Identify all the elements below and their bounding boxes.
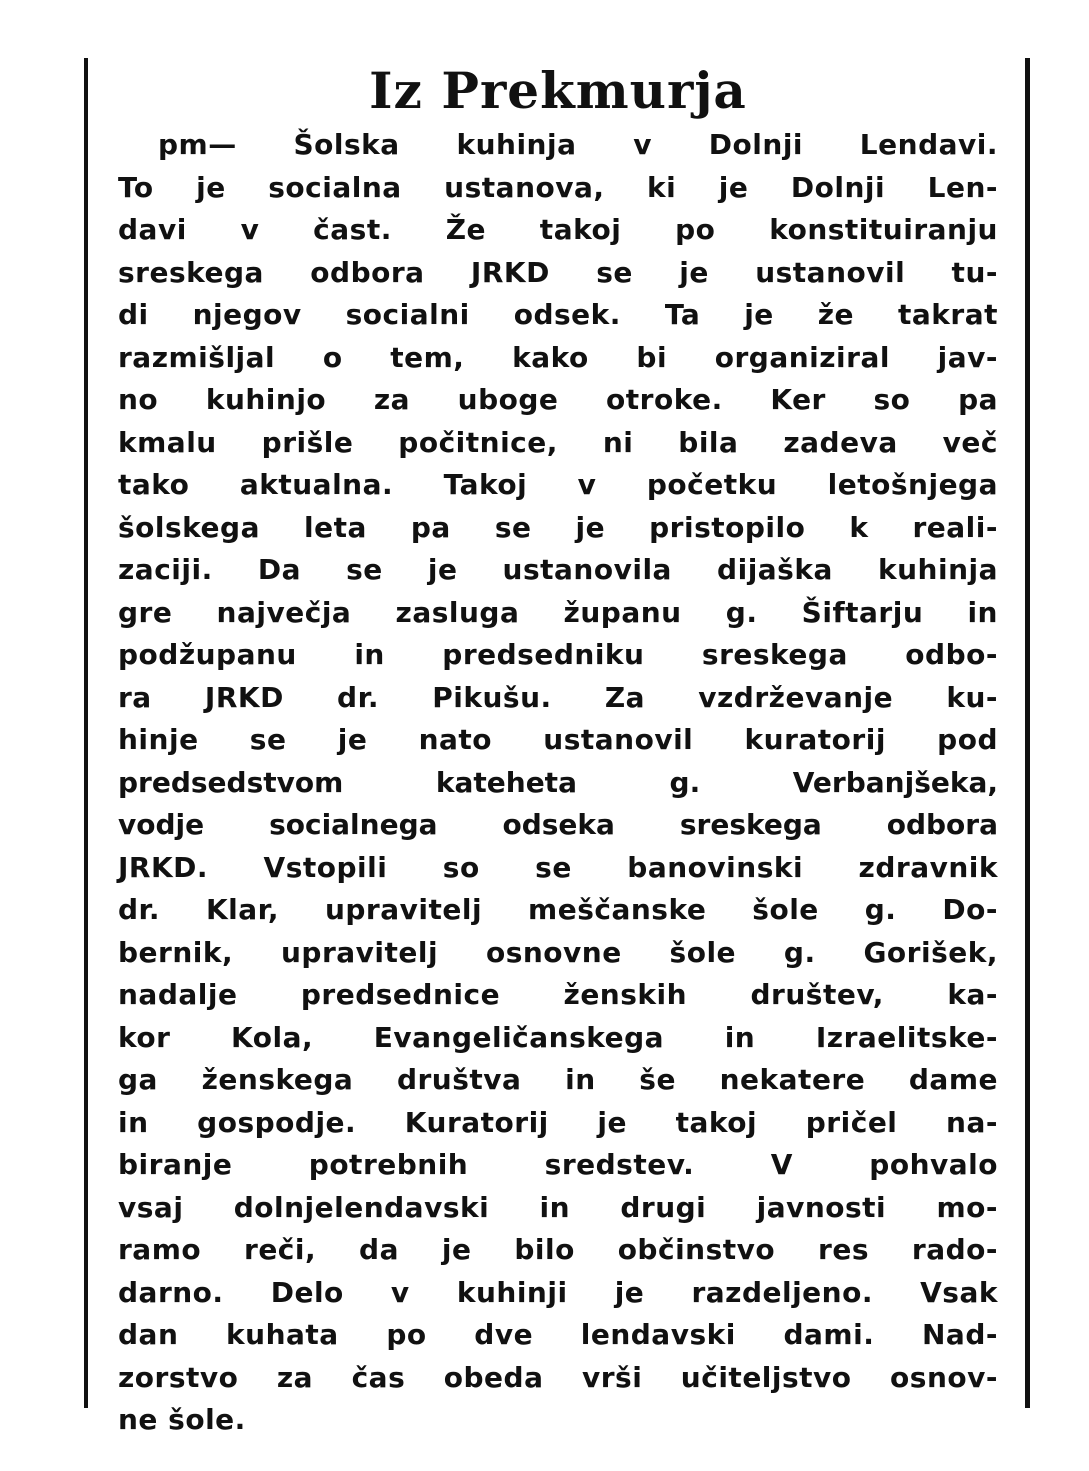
- article-line: vsaj dolnjelendavski in drugi javnosti mo-: [118, 1190, 998, 1224]
- article-line: nadalje predsednice ženskih društev, ka-: [118, 978, 998, 1011]
- article-line: di njegov socialni odsek. Ta je že takrat: [118, 298, 998, 331]
- article-line: no kuhinjo za uboge otroke. Ker so pa: [118, 383, 998, 416]
- column-rule-left: [84, 58, 88, 1408]
- article-body: [118, 124, 998, 1442]
- article-line: ramo reči, da je bilo občinstvo res rado-: [118, 1233, 998, 1266]
- article-line: ne šole.: [118, 1403, 246, 1436]
- article-line: darno. Delo v kuhinji je razdeljeno. Vsak: [118, 1275, 998, 1309]
- column-rule-right: [1025, 58, 1030, 1408]
- article-line: podžupanu in predsedniku sreskega odbo-: [118, 638, 998, 671]
- article-line: bernik, upravitelj osnovne šole g. Gorišek,: [118, 935, 998, 969]
- article-line: ga ženskega društva in še nekatere dame: [118, 1063, 998, 1096]
- article-line: JRKD. Vstopili so se banovinski zdravnik: [118, 850, 998, 884]
- article-line: davi v čast. Že takoj po konstituiranju: [118, 213, 998, 246]
- article-line: hinje se je nato ustanovil kuratorij pod: [118, 723, 998, 756]
- article-line: dan kuhata po dve lendavski dami. Nad-: [118, 1318, 998, 1351]
- article-line: pm— Šolska kuhinja v Dolnji Lendavi.: [158, 128, 998, 161]
- article-column: [118, 58, 998, 1442]
- article-line: vodje socialnega odseka sreskega odbora: [118, 808, 998, 841]
- article-line: gre največja zasluga županu g. Šiftarju in: [118, 595, 998, 629]
- article-line: šolskega leta pa se je pristopilo k reali-: [118, 510, 998, 544]
- article-line: zaciji. Da se je ustanovila dijaška kuhinja: [118, 553, 998, 586]
- article-line: ra JRKD dr. Pikušu. Za vzdrževanje ku-: [118, 680, 998, 714]
- article-line: tako aktualna. Takoj v početku letošnjega: [118, 468, 998, 501]
- article-line: biranje potrebnih sredstev. V pohvalo: [118, 1148, 998, 1181]
- article-headline: Iz Prekmurja: [369, 61, 747, 120]
- article-line: dr. Klar, upravitelj meščanske šole g. Do-: [118, 893, 998, 926]
- article-line: kmalu prišle počitnice, ni bila zadeva več: [118, 425, 998, 459]
- article-line: zorstvo za čas obeda vrši učiteljstvo osnov-: [118, 1360, 998, 1394]
- article-line: razmišljal o tem, kako bi organiziral jav-: [118, 340, 998, 374]
- article-line: kor Kola, Evangeličanskega in Izraelitske-: [118, 1020, 998, 1054]
- article-line: in gospodje. Kuratorij je takoj pričel na-: [118, 1105, 998, 1139]
- article-line: sreskega odbora JRKD se je ustanovil tu-: [118, 255, 998, 289]
- article-line: predsedstvom kateheta g. Verbanjšeka,: [118, 765, 998, 799]
- article-line: To je socialna ustanova, ki je Dolnji Len-: [118, 170, 998, 204]
